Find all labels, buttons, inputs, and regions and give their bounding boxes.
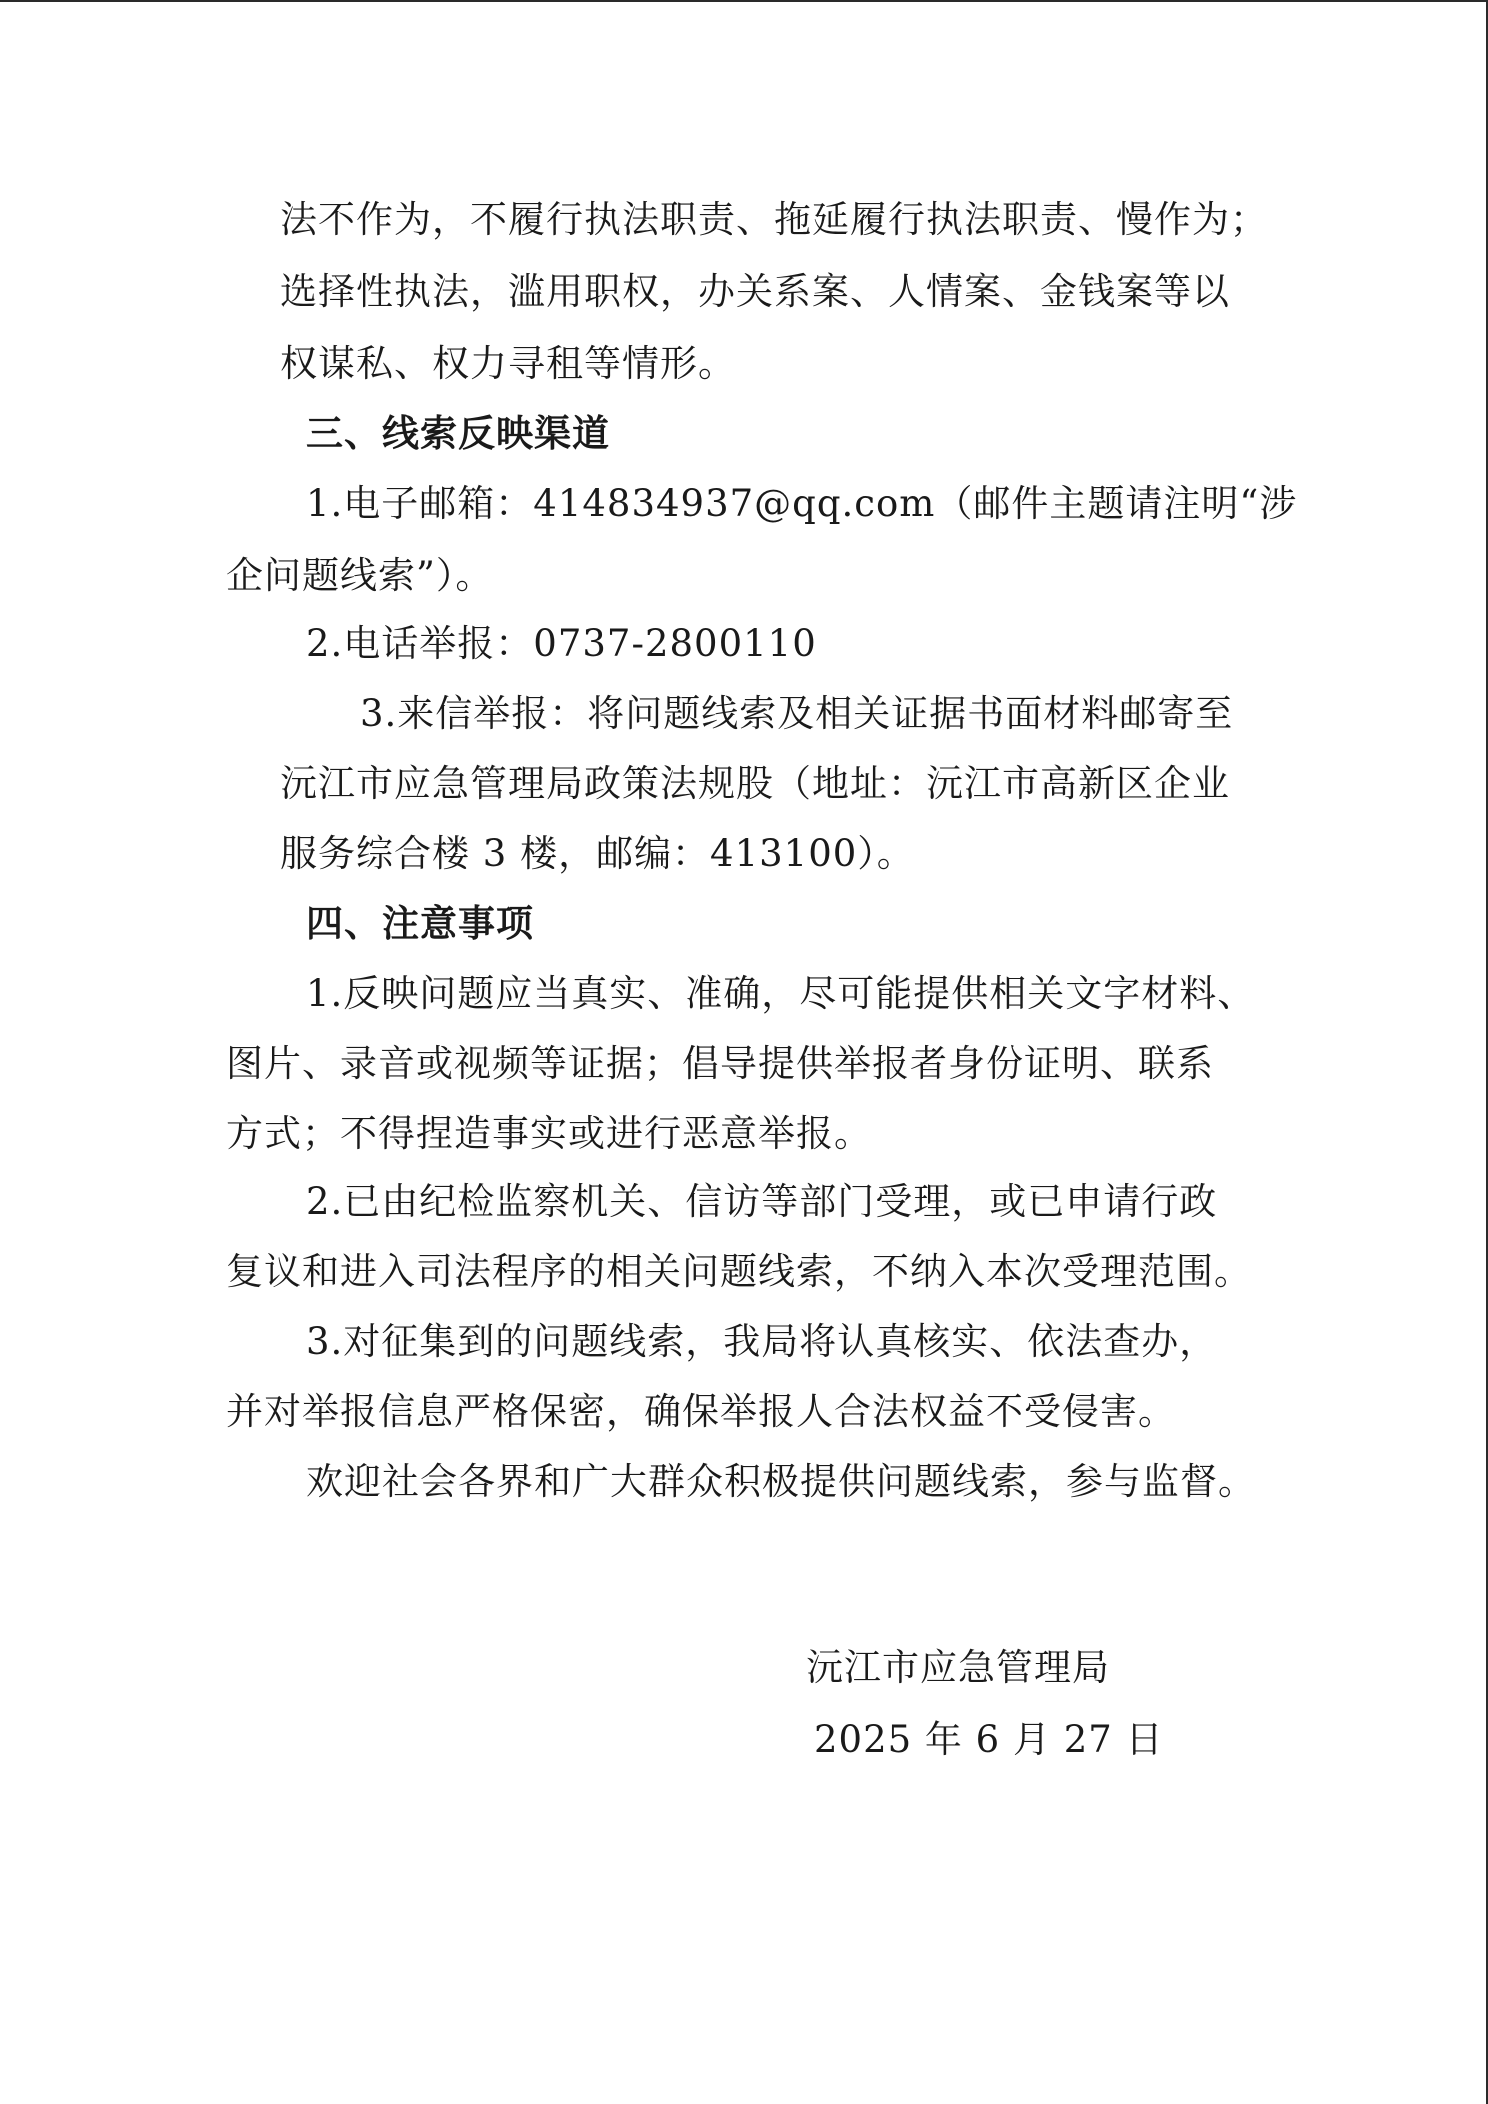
section-4-heading: 四、注意事项 <box>306 902 534 945</box>
item-3-line-1: 3.对征集到的问题线索，我局将认真核实、依法查办， <box>306 1320 1218 1363</box>
email-line-1: 1.电子邮箱：414834937@qq.com（邮件主题请注明“涉 <box>306 482 1298 525</box>
body-line-1: 法不作为，不履行执法职责、拖延履行执法职责、慢作为； <box>280 198 1268 241</box>
letter-line-1: 3.来信举报：将问题线索及相关证据书面材料邮寄至 <box>360 692 1234 735</box>
item-2-line-1: 2.已由纪检监察机关、信访等部门受理，或已申请行政 <box>306 1180 1218 1223</box>
phone-line: 2.电话举报：0737-2800110 <box>306 622 817 665</box>
body-line-3: 权谋私、权力寻租等情形。 <box>280 342 736 385</box>
section-3-heading: 三、线索反映渠道 <box>306 412 610 455</box>
top-border <box>0 0 1488 2</box>
body-line-2: 选择性执法，滥用职权，办关系案、人情案、金钱案等以 <box>280 270 1230 313</box>
signature-org: 沅江市应急管理局 <box>806 1646 1110 1689</box>
email-line-2: 企问题线索”）。 <box>226 554 494 597</box>
item-1-line-3: 方式；不得捏造事实或进行恶意举报。 <box>226 1112 872 1155</box>
closing-line: 欢迎社会各界和广大群众积极提供问题线索，参与监督。 <box>306 1460 1256 1503</box>
item-1-line-1: 1.反映问题应当真实、准确，尽可能提供相关文字材料、 <box>306 972 1256 1015</box>
signature-date: 2025 年 6 月 27 日 <box>814 1718 1164 1761</box>
item-2-line-2: 复议和进入司法程序的相关问题线索，不纳入本次受理范围。 <box>226 1250 1252 1293</box>
item-1-line-2: 图片、录音或视频等证据；倡导提供举报者身份证明、联系 <box>226 1042 1214 1085</box>
letter-line-2: 沅江市应急管理局政策法规股（地址：沅江市高新区企业 <box>280 762 1230 805</box>
letter-line-3: 服务综合楼 3 楼，邮编：413100）。 <box>280 832 915 875</box>
item-3-line-2: 并对举报信息严格保密，确保举报人合法权益不受侵害。 <box>226 1390 1176 1433</box>
